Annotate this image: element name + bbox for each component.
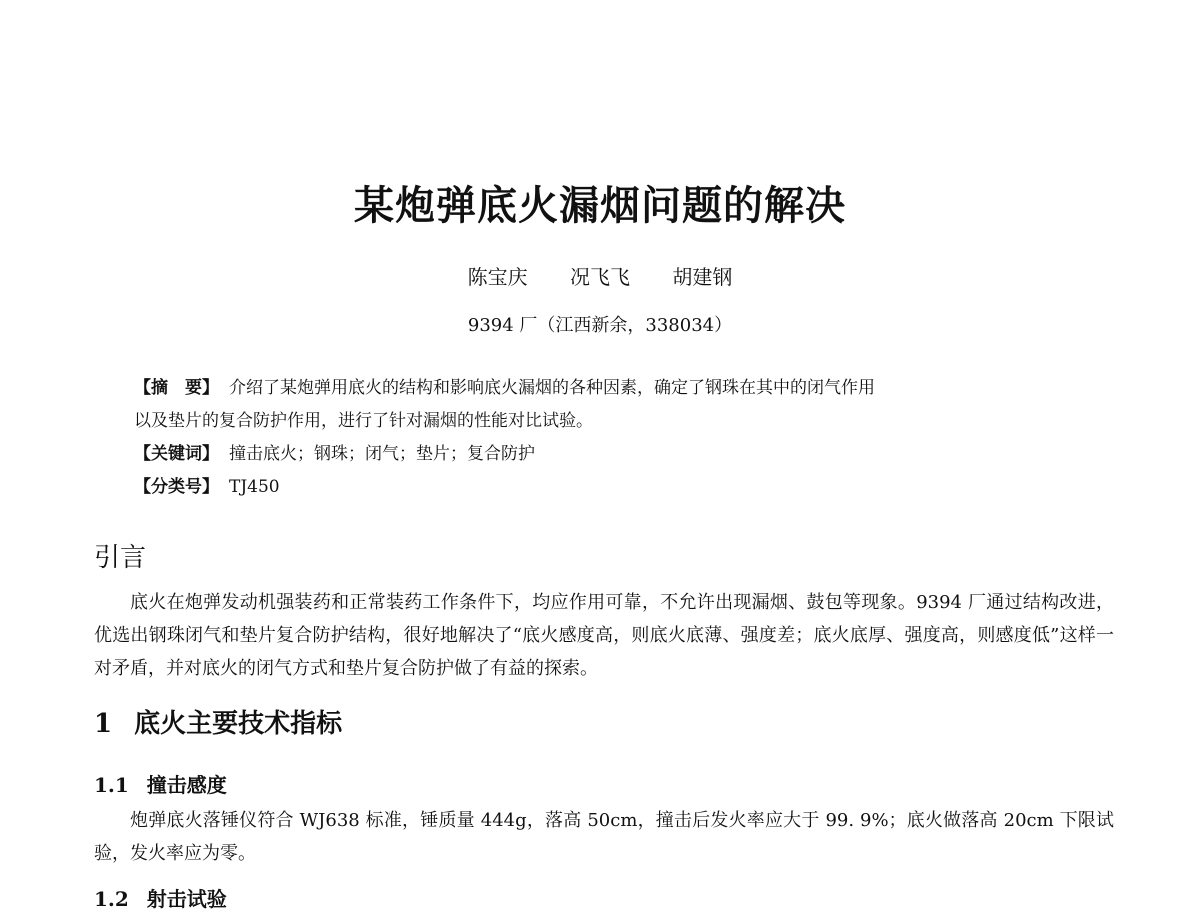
author-list <box>0 262 1200 292</box>
subsection-title: 撞击感度 <box>146 773 227 797</box>
subsection-1-1 <box>94 770 1114 870</box>
intro-paragraph: 底火在炮弹发动机强装药和正常装药工作条件下，均应作用可靠，不允许出现漏烟、鼓包等现象。9394 厂通过结构改进，优选出钢珠闭气和垫片复合防护结构，很好地解决了“底火感度高，则底火底薄、强度差；底火底厚、强度高，则感度低”这样一对矛盾，并对底火的闭气方式和垫片复合防护做了有益的探索。 <box>94 592 1114 679</box>
author-name: 胡建钢 <box>672 265 733 289</box>
subsection-1-2 <box>94 884 1114 914</box>
section-title: 底火主要技术指标 <box>134 709 343 739</box>
subsection-number: 1.1 <box>94 773 129 797</box>
section-1 <box>94 706 1114 742</box>
subsection-title: 射击试验 <box>146 887 227 911</box>
subsection-number: 1.2 <box>94 887 129 911</box>
classification-label: 【分类号】 <box>134 477 219 497</box>
subsection-heading <box>94 770 1114 800</box>
intro-section <box>94 540 1114 685</box>
author-name: 陈宝庆 <box>467 265 528 289</box>
keywords-label: 【关键词】 <box>134 444 219 464</box>
classification-text: TJ450 <box>229 477 280 497</box>
abstract-text-line1: 介绍了某炮弹用底火的结构和影响底火漏烟的各种因素，确定了钢珠在其中的闭气作用 <box>229 378 875 398</box>
affiliation: 9394 厂（江西新余，338034） <box>467 315 733 336</box>
author-name: 况飞飞 <box>570 265 630 289</box>
intro-heading: 引言 <box>94 543 147 573</box>
abstract-text-line2: 以及垫片的复合防护作用，进行了针对漏烟的性能对比试验。 <box>134 411 593 431</box>
abstract-line <box>134 405 1094 438</box>
abstract-block <box>134 372 1094 504</box>
abstract-line <box>134 372 1094 405</box>
abstract-label: 【摘 要】 <box>134 378 219 398</box>
paper-title: 某炮弹底火漏烟问题的解决 <box>354 182 846 229</box>
section-1-heading <box>94 706 1114 742</box>
keywords-text: 撞击底火；钢珠；闭气；垫片；复合防护 <box>229 444 535 464</box>
keywords-line <box>134 438 1094 471</box>
section-number: 1 <box>94 709 113 739</box>
subsection-paragraph: 炮弹底火落锤仪符合 WJ638 标准，锤质量 444g，落高 50cm，撞击后发火率应大于 99. 9%；底火做落高 20cm 下限试验，发火率应为零。 <box>94 810 1114 864</box>
subsection-heading <box>94 884 1114 914</box>
classification-line <box>134 471 1094 504</box>
